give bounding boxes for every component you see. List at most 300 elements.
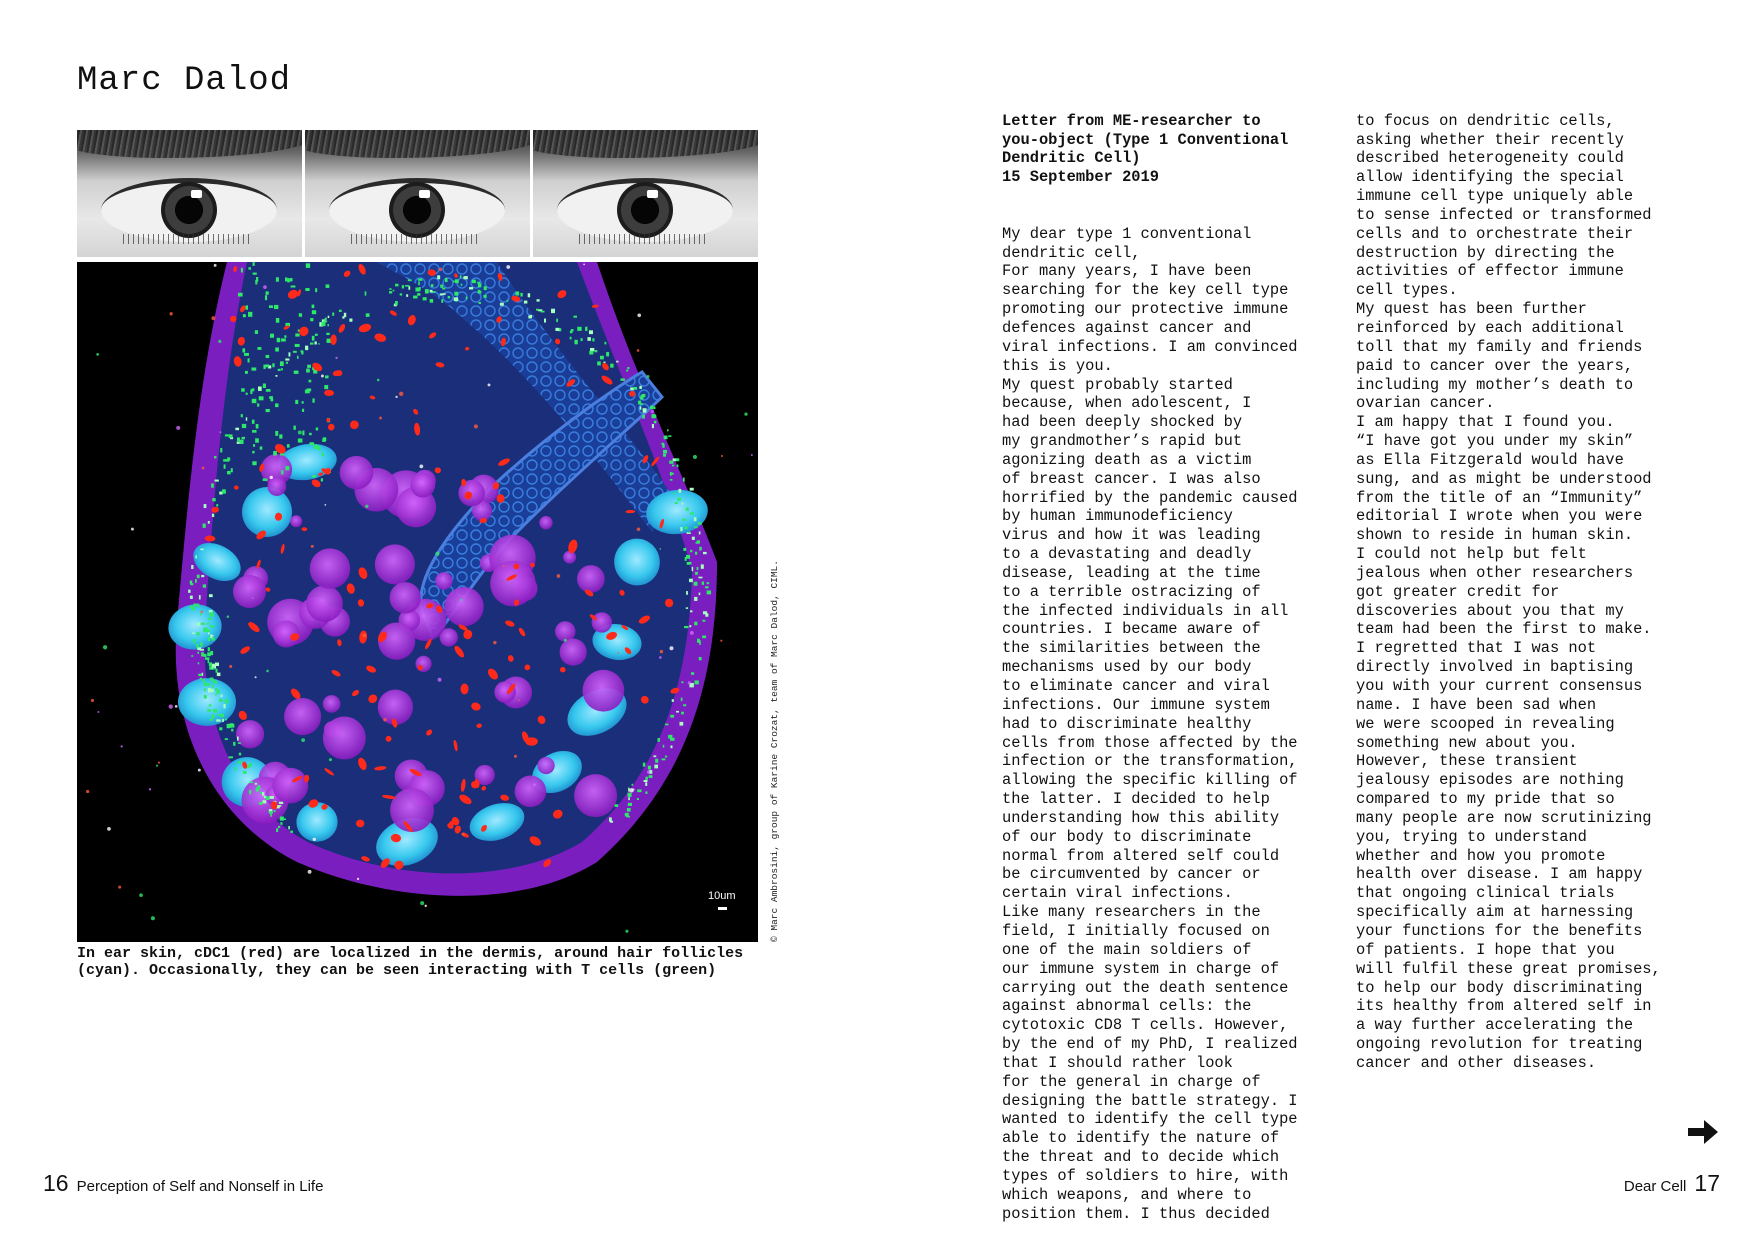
tcell-speck	[637, 789, 641, 792]
tcell-speck	[229, 434, 233, 438]
tcell-speck	[615, 804, 619, 807]
tcell-speck	[628, 793, 632, 797]
tcell-speck	[225, 718, 227, 720]
tcell-speck	[690, 512, 694, 514]
tcell-speck	[295, 344, 300, 347]
tcell-speck	[707, 590, 711, 594]
tcell-speck	[686, 607, 688, 609]
tcell-speck	[193, 604, 197, 607]
tcell-speck	[204, 688, 206, 691]
background-speck	[270, 476, 273, 479]
tcell-speck	[686, 508, 689, 512]
tcell-speck	[285, 466, 289, 470]
background-speck	[329, 758, 332, 761]
tcell-speck	[479, 302, 481, 304]
heading-line: Letter from ME-researcher to	[1002, 111, 1261, 130]
magenta-cell	[236, 720, 264, 748]
magenta-cell	[444, 587, 483, 626]
tcell-speck	[306, 369, 310, 373]
magenta-cell	[592, 612, 612, 632]
tcell-speck	[203, 524, 206, 528]
tcell-speck	[270, 398, 273, 401]
tcell-speck	[275, 431, 278, 436]
text-line: compared to my pride that so	[1356, 790, 1615, 809]
tcell-speck	[327, 324, 329, 326]
text-line: searching for the key cell type	[1002, 281, 1289, 300]
magenta-cell	[563, 551, 576, 564]
running-title-right: Dear Cell	[1623, 1178, 1687, 1195]
tcell-speck	[645, 782, 647, 786]
tcell-speck	[573, 316, 577, 318]
tcell-speck	[249, 790, 251, 794]
text-line: reinforced by each additional	[1356, 318, 1624, 337]
eye-photo	[533, 130, 758, 257]
tcell-speck	[681, 681, 683, 683]
text-line: defences against cancer and	[1002, 318, 1252, 337]
text-line: you, trying to understand	[1356, 827, 1587, 846]
text-line: my grandmother’s rapid but	[1002, 432, 1243, 451]
tcell-speck	[673, 493, 675, 495]
tcell-speck	[213, 680, 217, 683]
tcell-speck	[211, 483, 214, 487]
background-speck	[637, 313, 641, 317]
background-speck	[214, 264, 217, 267]
tcell-speck	[197, 575, 200, 579]
tcell-speck	[661, 758, 665, 760]
text-line: certain viral infections.	[1002, 884, 1233, 903]
background-speck	[564, 639, 567, 642]
tcell-speck	[274, 810, 276, 812]
tcell-speck	[290, 831, 293, 833]
tcell-speck	[639, 386, 642, 389]
tcell-speck	[691, 672, 694, 675]
tcell-speck	[255, 280, 257, 285]
tcell-speck	[248, 312, 252, 317]
background-speck	[301, 738, 305, 742]
text-line: from the title of an “Immunity”	[1356, 488, 1643, 507]
tcell-speck	[431, 284, 433, 287]
text-line: one of the main soldiers of	[1002, 940, 1252, 959]
background-speck	[617, 652, 619, 654]
tcell-speck	[209, 704, 212, 706]
tcell-speck	[219, 727, 222, 730]
tcell-speck	[210, 651, 213, 655]
tcell-speck	[235, 428, 239, 431]
tcell-speck	[478, 291, 482, 294]
tcell-speck	[454, 292, 458, 296]
tcell-speck	[644, 780, 648, 782]
tcell-speck	[284, 335, 286, 338]
text-line: carrying out the death sentence	[1002, 978, 1289, 997]
text-line: ongoing revolution for treating	[1356, 1035, 1643, 1054]
text-line: My dear type 1 conventional	[1002, 224, 1252, 243]
tcell-speck	[628, 803, 632, 806]
text-line: disease, leading at the time	[1002, 563, 1261, 582]
tcell-speck	[692, 537, 695, 540]
tcell-speck	[672, 465, 674, 467]
tcell-speck	[574, 340, 577, 344]
text-line: field, I initially focused on	[1002, 921, 1270, 940]
tcell-speck	[212, 498, 215, 501]
tcell-speck	[460, 275, 462, 278]
letter-column-1	[1002, 74, 1298, 1242]
tcell-speck	[201, 623, 205, 625]
tcell-speck	[441, 299, 443, 303]
tcell-speck	[642, 415, 645, 419]
tcell-speck	[365, 291, 367, 295]
tcell-speck	[253, 273, 257, 275]
text-line: that I should rather look	[1002, 1053, 1233, 1072]
tcell-speck	[653, 755, 656, 757]
tcell-speck	[419, 287, 421, 291]
tcell-speck	[585, 327, 587, 331]
tcell-speck	[577, 327, 581, 331]
tcell-speck	[688, 562, 691, 565]
tcell-speck	[597, 361, 601, 365]
tcell-speck	[408, 286, 410, 290]
text-line: many people are now scrutinizing	[1356, 808, 1652, 827]
tcell-speck	[204, 683, 208, 686]
tcell-speck	[208, 688, 211, 692]
tcell-speck	[204, 504, 207, 508]
tcell-speck	[515, 291, 519, 295]
tcell-speck	[632, 784, 634, 786]
text-line: destruction by directing the	[1356, 243, 1615, 262]
background-speck	[365, 505, 368, 508]
tcell-speck	[702, 636, 706, 639]
tcell-speck	[484, 286, 487, 290]
tcell-speck	[699, 593, 701, 596]
tcell-speck	[243, 771, 247, 774]
tcell-speck	[321, 478, 323, 481]
text-line: the similarities between the	[1002, 639, 1261, 658]
tcell-speck	[705, 586, 709, 588]
magenta-cell	[515, 776, 547, 808]
tcell-speck	[212, 714, 215, 718]
tcell-speck	[252, 451, 254, 454]
tcell-speck	[310, 318, 313, 321]
tcell-speck	[670, 479, 673, 481]
tcell-speck	[690, 488, 694, 491]
tcell-speck	[272, 363, 274, 367]
tcell-speck	[244, 353, 249, 356]
tcell-speck	[587, 337, 590, 341]
background-speck	[169, 312, 172, 315]
tcell-speck	[279, 434, 282, 438]
text-line: cytotoxic CD8 T cells. However,	[1002, 1016, 1289, 1035]
text-line: allowing the specific killing of	[1002, 771, 1298, 790]
background-speck	[625, 930, 628, 933]
tcell-speck	[628, 797, 630, 800]
heading-line: Dendritic Cell)	[1002, 149, 1141, 168]
tcell-speck	[469, 287, 473, 289]
magenta-cell	[284, 698, 321, 735]
background-speck	[86, 790, 89, 793]
tcell-speck	[312, 398, 314, 402]
tcell-speck	[222, 719, 224, 722]
tcell-speck	[197, 632, 200, 635]
tcell-speck	[315, 288, 317, 292]
tcell-speck	[295, 400, 298, 404]
tcell-speck	[274, 305, 278, 309]
tcell-speck	[200, 642, 203, 646]
tcell-speck	[696, 542, 700, 544]
background-speck	[629, 788, 633, 792]
background-speck	[313, 838, 316, 841]
background-speck	[252, 597, 254, 599]
tcell-speck	[281, 338, 286, 341]
tcell-speck	[690, 550, 692, 552]
tcell-speck	[216, 719, 220, 721]
tcell-speck	[395, 284, 399, 287]
tcell-speck	[275, 375, 277, 377]
tcell-speck	[442, 288, 445, 290]
tcell-speck	[237, 736, 239, 740]
tcell-speck	[524, 301, 527, 304]
tcell-speck	[305, 346, 308, 350]
background-speck	[377, 379, 380, 382]
tcell-speck	[663, 454, 666, 457]
tcell-speck	[314, 445, 319, 449]
background-speck	[308, 870, 312, 874]
tcell-speck	[200, 678, 202, 680]
tcell-speck	[242, 348, 245, 352]
tcell-speck	[604, 342, 606, 345]
text-line: virus and how it was leading	[1002, 526, 1261, 545]
text-line: as Ella Fitzgerald would have	[1356, 450, 1624, 469]
tcell-speck	[682, 503, 684, 505]
background-speck	[219, 431, 221, 433]
tcell-speck	[266, 355, 270, 358]
tcell-speck	[257, 403, 259, 406]
tcell-speck	[417, 293, 420, 296]
tcell-speck	[455, 279, 459, 283]
tcell-speck	[194, 642, 196, 644]
tcell-speck	[242, 424, 246, 428]
background-speck	[647, 375, 650, 378]
tcell-speck	[241, 414, 243, 417]
tcell-speck	[307, 365, 311, 368]
tcell-speck	[688, 532, 690, 534]
tcell-speck	[228, 756, 232, 758]
tcell-speck	[288, 826, 290, 829]
tcell-speck	[253, 262, 255, 266]
tcell-speck	[266, 389, 271, 392]
text-line: jealous when other researchers	[1356, 563, 1634, 582]
text-line: something new about you.	[1356, 733, 1578, 752]
tcell-speck	[675, 502, 678, 504]
tcell-speck	[703, 611, 707, 614]
text-line: for the general in charge of	[1002, 1072, 1261, 1091]
text-line: cell types.	[1356, 281, 1458, 300]
text-line: agonizing death as a victim	[1002, 450, 1252, 469]
text-line: My quest probably started	[1002, 375, 1233, 394]
tcell-speck	[606, 352, 609, 356]
magenta-cell	[272, 768, 308, 804]
background-speck	[637, 527, 641, 531]
tcell-speck	[638, 401, 641, 405]
tcell-speck	[694, 582, 698, 586]
tcell-speck	[551, 309, 555, 313]
magenta-cell	[375, 544, 415, 584]
tcell-speck	[302, 401, 304, 403]
tcell-speck	[208, 647, 210, 651]
tcell-speck	[250, 389, 252, 394]
background-speck	[362, 634, 366, 638]
text-line: including my mother’s death to	[1356, 375, 1634, 394]
background-speck	[263, 285, 267, 289]
tcell-speck	[445, 278, 448, 282]
tcell-speck	[318, 446, 320, 451]
tcell-speck	[695, 572, 698, 575]
tcell-speck	[316, 428, 318, 431]
magenta-cell	[267, 477, 286, 496]
tcell-speck	[266, 291, 269, 294]
right-arrow-icon[interactable]	[1688, 1120, 1718, 1144]
tcell-speck	[339, 310, 342, 312]
tcell-speck	[262, 792, 264, 796]
text-line: horrified by the pandemic caused	[1002, 488, 1298, 507]
tcell-speck	[219, 699, 222, 702]
tcell-speck	[430, 299, 434, 303]
tcell-speck	[328, 316, 330, 318]
text-line: which weapons, and where to	[1002, 1185, 1252, 1204]
page-number-right: 17	[1694, 1170, 1720, 1196]
tcell-speck	[649, 775, 653, 778]
tcell-speck	[322, 439, 326, 442]
tcell-speck	[273, 451, 277, 456]
magenta-cell	[490, 561, 535, 606]
tcell-speck	[266, 364, 269, 367]
background-speck	[97, 711, 99, 713]
tcell-speck	[276, 277, 279, 281]
tcell-speck	[698, 522, 702, 525]
tcell-speck	[507, 300, 509, 302]
tcell-speck	[652, 414, 656, 418]
background-speck	[518, 700, 520, 702]
text-line: cells and to orchestrate their	[1356, 224, 1634, 243]
tcell-speck	[285, 358, 289, 360]
magenta-cell	[323, 717, 366, 760]
tcell-speck	[277, 338, 281, 342]
tcell-speck	[287, 444, 290, 447]
background-speck	[660, 548, 662, 550]
tcell-speck	[349, 319, 352, 322]
tcell-speck	[293, 351, 297, 353]
text-line: normal from altered self could	[1002, 846, 1280, 865]
tcell-speck	[423, 297, 427, 300]
tcell-speck	[701, 564, 704, 568]
tcell-speck	[221, 695, 223, 697]
tcell-speck	[698, 577, 702, 579]
tcell-speck	[280, 822, 282, 825]
tcell-speck	[241, 268, 243, 273]
background-speck	[227, 615, 230, 618]
tcell-speck	[642, 394, 646, 397]
tcell-speck	[544, 319, 546, 323]
tcell-speck	[692, 567, 694, 571]
tcell-speck	[208, 632, 210, 634]
tcell-speck	[310, 342, 313, 344]
tcell-speck	[252, 430, 256, 433]
tcell-speck	[235, 767, 237, 771]
background-speck	[395, 396, 397, 398]
tcell-speck	[689, 625, 691, 627]
tcell-speck	[255, 330, 258, 334]
letter-body-part-1	[1002, 225, 1298, 1224]
tcell-speck	[215, 669, 217, 673]
background-speck	[318, 343, 320, 345]
tcell-speck	[209, 594, 213, 597]
tcell-speck	[306, 263, 310, 268]
tcell-speck	[541, 311, 545, 313]
tcell-speck	[192, 632, 195, 634]
tcell-speck	[260, 792, 262, 794]
tcell-speck	[326, 333, 329, 335]
tcell-speck	[702, 582, 704, 585]
text-line: to eliminate cancer and viral	[1002, 677, 1270, 695]
tcell-speck	[208, 521, 210, 524]
tcell-speck	[648, 766, 651, 770]
background-speck	[557, 574, 561, 578]
text-line: name. I have been sad when	[1356, 695, 1597, 714]
tcell-speck	[536, 299, 539, 301]
background-speck	[96, 353, 99, 356]
tcell-speck	[670, 473, 674, 475]
background-speck	[156, 765, 158, 767]
background-speck	[335, 357, 337, 359]
magenta-cell	[577, 565, 605, 593]
tcell-speck	[589, 351, 593, 355]
magenta-cell	[537, 757, 554, 774]
background-speck	[474, 424, 478, 428]
magenta-cell	[582, 670, 624, 712]
tcell-speck	[312, 336, 315, 341]
tcell-speck	[633, 387, 637, 390]
background-speck	[200, 610, 203, 613]
tcell-speck	[287, 278, 290, 282]
magenta-cell	[410, 473, 435, 498]
tcell-speck	[213, 709, 217, 712]
tcell-speck	[395, 301, 398, 305]
tcell-speck	[321, 322, 325, 326]
tcell-speck	[209, 610, 213, 612]
tcell-speck	[309, 433, 312, 435]
text-line: to a devastating and deadly	[1002, 545, 1252, 564]
tcell-speck	[402, 285, 404, 288]
tcell-speck	[703, 552, 707, 554]
tcell-speck	[285, 277, 287, 281]
text-line: shown to reside in human skin.	[1356, 526, 1634, 545]
tcell-speck	[389, 288, 391, 290]
tcell-speck	[592, 338, 594, 341]
tcell-speck	[270, 814, 272, 817]
tcell-speck	[223, 459, 227, 461]
tcell-speck	[263, 478, 268, 480]
text-line: “I have got you under my skin”	[1356, 432, 1634, 451]
text-line: a way further accelerating the	[1356, 1016, 1634, 1035]
tcell-speck	[694, 680, 698, 684]
tcell-speck	[309, 442, 314, 445]
text-line: understanding how this ability	[1002, 808, 1280, 827]
folio-left	[43, 1170, 323, 1197]
tcell-speck	[221, 714, 224, 718]
text-line: to a terrible ostracizing of	[1002, 582, 1261, 601]
tcell-speck	[442, 293, 446, 295]
tcell-speck	[616, 361, 618, 363]
text-line: mechanisms used by our body	[1002, 658, 1252, 677]
background-speck	[462, 833, 465, 836]
